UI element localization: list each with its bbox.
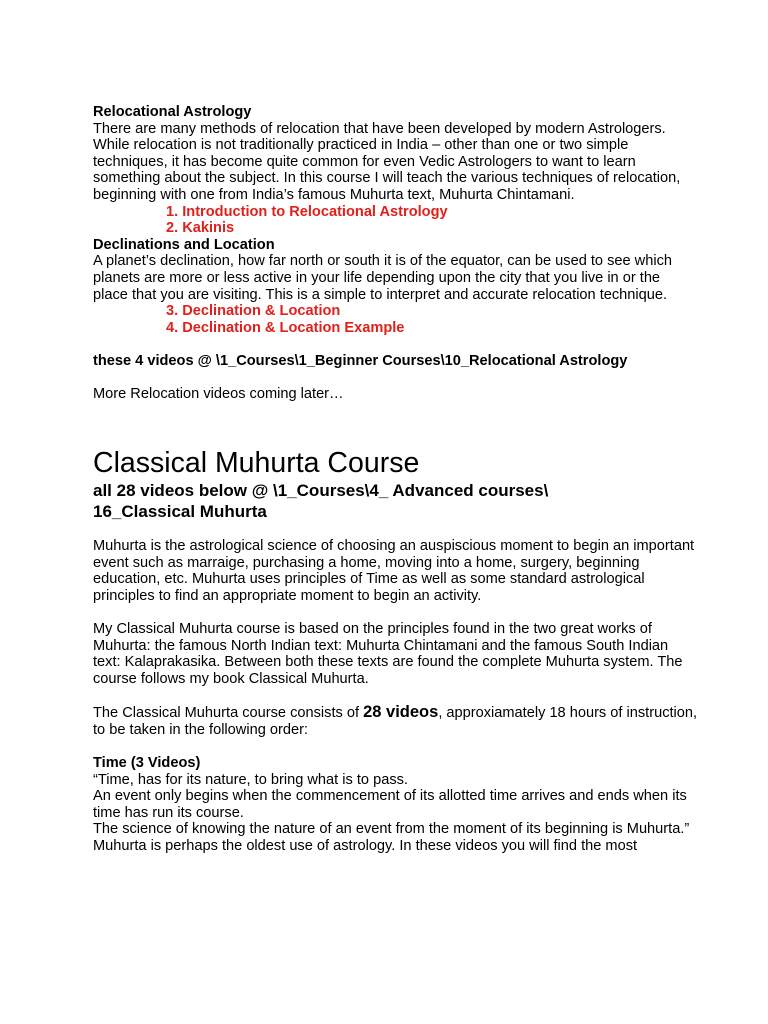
muhurta-subtitle-line2: 16_Classical Muhurta <box>93 501 267 521</box>
declinations-text: A planet’s declination, how far north or south it is of the equator, can be used to see which planets are more or less active in your life depending upon the city that you live in or the place that you are visiting. This is a simple to interpret and accurate relocation technique. <box>93 253 672 303</box>
spacer <box>93 738 698 755</box>
spacer <box>93 688 698 705</box>
video-item: 3. Declination & Location <box>166 303 341 320</box>
declinations-heading: Declinations and Location <box>93 236 275 253</box>
relocational-intro: There are many methods of relocation that have been developed by modern Astrologers. While relocation is not traditionally practiced in India – other than one or two simple techniques, it has become quite common for even Vedic Astrologers to want to learn something about the subject. In this course I will teach the various techniques of relocation, beginning with one from India’s famous Muhurta text, Muhurta Chintamani. <box>93 120 681 203</box>
para3-pre: The Classical Muhurta course consists of <box>93 705 364 722</box>
relocational-video-list-b <box>93 303 698 336</box>
muhurta-para-3 <box>93 704 698 738</box>
para3-emphasis: 28 videos <box>363 703 439 722</box>
quote-line-1: “Time, has for its nature, to bring what is to pass. <box>93 771 408 788</box>
video-item: 2. Kakinis <box>166 220 235 237</box>
para3-post: , approxiamately 18 hours of instruction, to be taken in the following order: <box>93 705 698 738</box>
spacer <box>93 522 698 539</box>
muhurta-para-2: My Classical Muhurta course is based on the principles found in the two great works of Muhurta: the famous North Indian text: Muhurta Chintamani and the famous South Indian text: Kalaprakasika. Between both these texts are found the complete Muhurta system. The course follows my book Classical Muhurta. <box>93 621 683 688</box>
muhurta-para-1: Muhurta is the astrological science of choosing an auspiscious moment to begin an important event such as marraige, purchasing a home, moving into a home, surgery, beginning education, etc. Muhurta uses principles of Time as well as some standard astrological principles to find an appropriate moment to begin an activity. <box>93 538 695 605</box>
spacer <box>93 336 698 353</box>
more-videos-line: More Relocation videos coming later… <box>93 386 344 403</box>
video-item: 1. Introduction to Relocational Astrology <box>166 203 448 220</box>
spacer <box>93 605 698 622</box>
relocational-path-line: these 4 videos @ \1_Courses\1_Beginner Courses\10_Relocational Astrology <box>93 352 628 369</box>
muhurta-title: Classical Muhurta Course <box>93 446 420 479</box>
time-heading: Time (3 Videos) <box>93 755 201 771</box>
quote-line-3: The science of knowing the nature of an event from the moment of its beginning is Muhurta.” <box>93 821 690 838</box>
spacer <box>93 370 698 387</box>
video-item: 4. Declination & Location Example <box>166 319 405 336</box>
quote-line-2: An event only begins when the commencement of its allotted time arrives and ends when its time has run its course. <box>93 788 687 821</box>
muhurta-subtitle-line1: all 28 videos below @ \1_Courses\4_ Advanced courses\ <box>93 480 549 500</box>
relocational-heading: Relocational Astrology <box>93 104 252 120</box>
relocational-video-list-a <box>93 204 698 237</box>
muhurta-last-line: Muhurta is perhaps the oldest use of astrology. In these videos you will find the most <box>93 837 638 854</box>
